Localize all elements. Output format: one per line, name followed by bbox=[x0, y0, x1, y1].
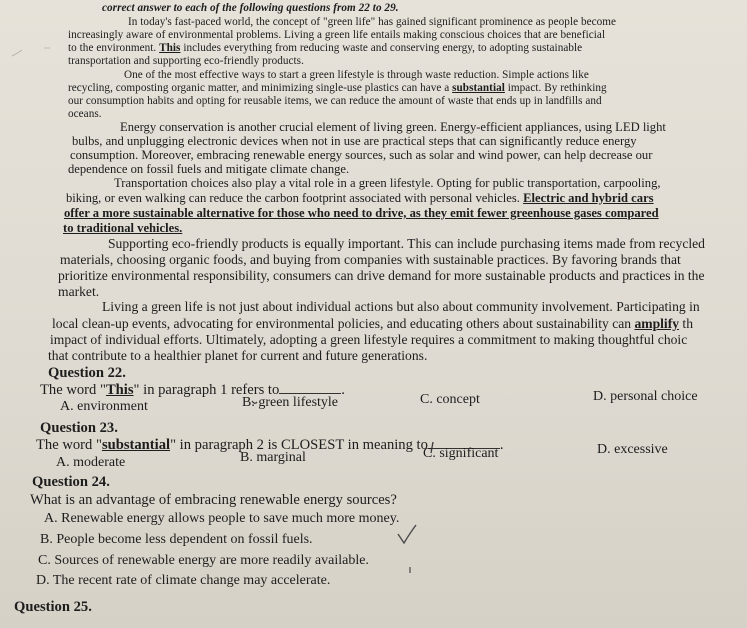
p5-line-3: prioritize environmental responsibility, consumers can drive demand for more sustainable products and practices in the bbox=[58, 268, 705, 283]
checkmark-icon bbox=[398, 525, 416, 543]
question-22-stem: The word "This" in paragraph 1 refers to . bbox=[40, 382, 345, 398]
p3-line-2: bulbs, and unplugging electronic devices when not in use are practical steps that can significantly reduce energy bbox=[72, 134, 637, 148]
p6-line-3: impact of individual efforts. Ultimately, adopting a green lifestyle requires a commitment to making thoughtful choic bbox=[50, 332, 688, 347]
pencil-tick bbox=[252, 401, 257, 403]
q24-option-b[interactable]: B. People become less dependent on fossil fuels. bbox=[40, 532, 313, 547]
question-24-stem: What is an advantage of embracing renewable energy sources? bbox=[30, 492, 397, 508]
p1-line-4: transportation and supporting eco-friendly products. bbox=[68, 55, 304, 67]
p1-line-3: to the environment. This includes everything from reducing waste and conserving energy, to adopting sustainable bbox=[68, 42, 583, 54]
question-24-title: Question 24. bbox=[32, 474, 110, 490]
question-23-stem: The word "substantial" in paragraph 2 is CLOSEST in meaning to . bbox=[36, 437, 504, 453]
p2-line-1: One of the most effective ways to start a green lifestyle is through waste reduction. Simple actions like bbox=[124, 69, 589, 81]
p4-line-3: offer a more sustainable alternative for those who need to drive, as they emit fewer greenhouse gases compared bbox=[64, 206, 659, 220]
q23-option-d[interactable]: D. excessive bbox=[597, 442, 668, 457]
question-25-title: Question 25. bbox=[14, 599, 92, 615]
p2-line-3: our consumption habits and opting for reusable items, we can reduce the amount of waste that ends up in landfills and bbox=[68, 95, 602, 107]
p5-line-1: Supporting eco-friendly products is equally important. This can include purchasing items made from recycled bbox=[108, 236, 705, 251]
p4-line-2: biking, or even walking can reduce the carbon footprint associated with personal vehicles. Electric and hybrid cars bbox=[66, 191, 654, 205]
q24-option-c[interactable]: C. Sources of renewable energy are more readily available. bbox=[38, 553, 369, 568]
p3-line-1: Energy conservation is another crucial element of living green. Energy-efficient appliances, using LED light bbox=[120, 120, 666, 134]
q24-option-d[interactable]: D. The recent rate of climate change may accelerate. bbox=[36, 573, 331, 588]
q22-option-d[interactable]: D. personal choice bbox=[593, 389, 698, 404]
underlined-amplify: amplify bbox=[634, 316, 680, 331]
pencil-tick bbox=[431, 442, 433, 453]
p6-line-4: that contribute to a healthier planet for current and future generations. bbox=[48, 348, 428, 363]
p5-line-2: materials, choosing organic foods, and buying from companies with sustainable practices. By favoring brands that bbox=[60, 252, 681, 267]
underlined-this: This bbox=[159, 42, 181, 54]
question-22-title: Question 22. bbox=[48, 365, 126, 381]
p1-line-2: increasingly aware of environmental problems. Living a green life entails making conscious choices that are beneficial bbox=[68, 29, 606, 41]
q24-option-a[interactable]: A. Renewable energy allows people to save much more money. bbox=[44, 511, 400, 526]
question-23-title: Question 23. bbox=[40, 420, 118, 436]
p2-line-4: oceans. bbox=[68, 108, 102, 120]
underlined-substantial: substantial bbox=[452, 82, 505, 94]
p6-line-1: Living a green life is not just about individual actions but also about community involvement. Participating in bbox=[102, 299, 700, 314]
p3-line-4: dependence on fossil fuels and mitigate climate change. bbox=[68, 162, 350, 176]
q23-option-c[interactable]: C. significant bbox=[423, 446, 499, 461]
q23-option-a[interactable]: A. moderate bbox=[56, 455, 126, 470]
instruction-header: correct answer to each of the following questions from 22 to 29. bbox=[102, 2, 399, 14]
q23-option-b[interactable]: B. marginal bbox=[240, 450, 306, 465]
paper-smudge bbox=[12, 50, 22, 56]
p4-line-4: to traditional vehicles. bbox=[63, 221, 183, 235]
q22-option-c[interactable]: C. concept bbox=[420, 392, 480, 407]
p1-line-1: In today's fast-paced world, the concept of "green life" has gained significant prominence as people become bbox=[128, 16, 617, 28]
q22-option-a[interactable]: A. environment bbox=[60, 399, 148, 414]
p2-line-2: recycling, composting organic matter, and minimizing single-use plastics can have a substantial impact. By rethinking bbox=[68, 82, 607, 94]
p4-line-1: Transportation choices also play a vital role in a green lifestyle. Opting for public transportation, carpooling, bbox=[114, 176, 661, 190]
p3-line-3: consumption. Moreover, embracing renewable energy sources, such as solar and wind power, can help decrease our bbox=[70, 148, 653, 162]
p5-line-4: market. bbox=[58, 284, 100, 299]
q22-option-b[interactable]: B. green lifestyle bbox=[242, 395, 339, 410]
underlined-electric-hybrid: Electric and hybrid cars bbox=[523, 191, 654, 205]
p6-line-2: local clean-up events, advocating for environmental policies, and educating others about sustainability can amplify th bbox=[52, 316, 694, 331]
